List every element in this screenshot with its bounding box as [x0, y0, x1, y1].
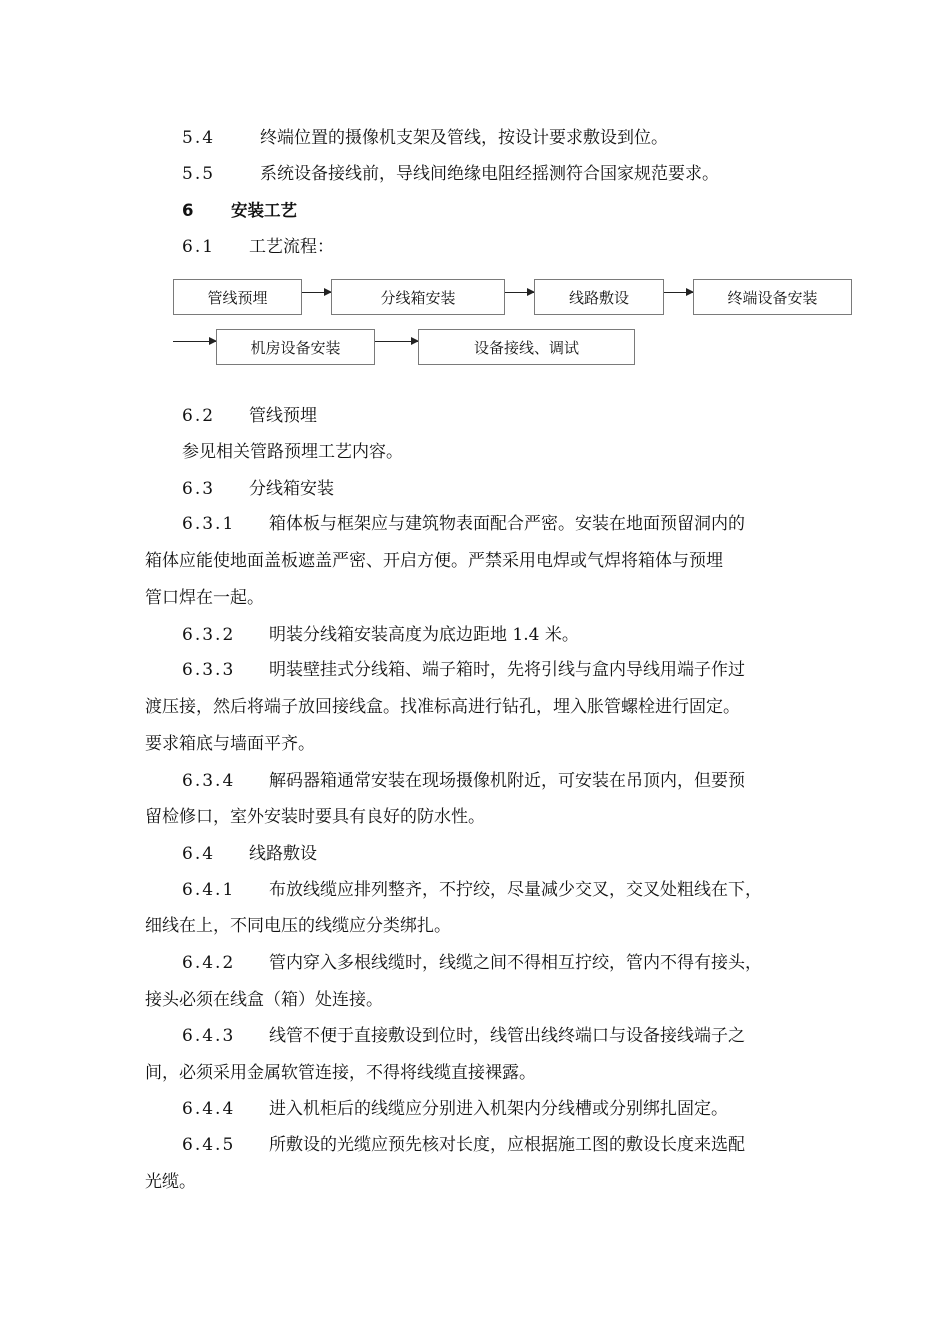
paragraph-line: 解码器箱通常安装在现场摄像机附近，可安装在吊顶内，但要预	[269, 771, 745, 791]
item-text: 终端位置的摄像机支架及管线，按设计要求敷设到位。	[260, 128, 668, 148]
paragraph-line: 进入机柜后的线缆应分别进入机架内分线槽或分别绑扎固定。	[269, 1099, 728, 1119]
item-text: 系统设备接线前，导线间绝缘电阻经摇测符合国家规范要求。	[260, 164, 719, 184]
clause-number: 6.4.1	[182, 880, 236, 900]
section-number: 6	[182, 201, 194, 220]
subsection-title: 管线预埋	[249, 406, 317, 426]
paragraph-line: 布放线缆应排列整齐，不拧绞，尽量减少交叉，交叉处粗线在下，	[269, 880, 762, 900]
flow-arrow	[302, 292, 331, 293]
paragraph-line: 留检修口，室外安装时要具有良好的防水性。	[145, 807, 485, 827]
paragraph-line: 间，必须采用金属软管连接，不得将线缆直接裸露。	[145, 1063, 536, 1083]
clause-number: 6.3.1	[182, 514, 236, 534]
paragraph-line: 接头必须在线盒（箱）处连接。	[145, 990, 383, 1010]
paragraph-line: 箱体板与框架应与建筑物表面配合严密。安装在地面预留洞内的	[269, 514, 745, 534]
paragraph-line: 光缆。	[145, 1172, 196, 1192]
item-5-4	[182, 127, 215, 149]
paragraph-line: 管内穿入多根线缆时，线缆之间不得相互拧绞，管内不得有接头，	[269, 953, 762, 973]
flow-step: 管线预埋	[173, 279, 302, 315]
paragraph: 参见相关管路预埋工艺内容。	[182, 442, 403, 462]
paragraph-line: 要求箱底与墙面平齐。	[145, 734, 315, 754]
clause-number: 6.3.2	[182, 625, 236, 645]
clause-number: 6.4.4	[182, 1099, 236, 1119]
paragraph-line: 明装壁挂式分线箱、端子箱时，先将引线与盒内导线用端子作过	[269, 660, 745, 680]
item-5-5	[182, 163, 215, 185]
flow-step: 分线箱安装	[331, 279, 505, 315]
flow-arrow	[505, 292, 534, 293]
clause-number: 6.4.2	[182, 953, 236, 973]
flow-step: 线路敷设	[534, 279, 664, 315]
paragraph-line: 线管不便于直接敷设到位时，线管出线终端口与设备接线端子之	[269, 1026, 745, 1046]
clause-number: 6.4.3	[182, 1026, 236, 1046]
item-number: 5.5	[182, 164, 216, 184]
paragraph-line: 细线在上，不同电压的线缆应分类绑扎。	[145, 916, 451, 936]
item-number: 5.4	[182, 128, 216, 148]
clause-number: 6.4.5	[182, 1135, 236, 1155]
subsection-title: 线路敷设	[249, 844, 317, 864]
paragraph-line: 所敷设的光缆应预先核对长度，应根据施工图的敷设长度来选配	[269, 1135, 745, 1155]
section-title: 安装工艺	[231, 201, 297, 220]
subsection-number: 6.1	[182, 237, 216, 257]
flow-arrow	[375, 341, 418, 342]
subsection-title: 工艺流程：	[249, 237, 334, 257]
paragraph-line: 明装分线箱安装高度为底边距地 1.4 米。	[269, 625, 579, 645]
clause-number: 6.3.4	[182, 771, 236, 791]
flow-step: 终端设备安装	[693, 279, 852, 315]
flow-arrow	[664, 292, 693, 293]
paragraph-line: 渡压接，然后将端子放回接线盒。找准标高进行钻孔，埋入胀管螺栓进行固定。	[145, 697, 740, 717]
subsection-title: 分线箱安装	[249, 479, 334, 499]
paragraph-line: 箱体应能使地面盖板遮盖严密、开启方便。严禁采用电焊或气焊将箱体与预埋	[145, 551, 723, 571]
flow-step: 机房设备安装	[216, 329, 375, 365]
flow-arrow	[173, 341, 216, 342]
subsection-number: 6.2	[182, 406, 216, 426]
subsection-number: 6.4	[182, 844, 216, 864]
paragraph-line: 管口焊在一起。	[145, 588, 264, 608]
flow-step: 设备接线、调试	[418, 329, 635, 365]
clause-number: 6.3.3	[182, 660, 236, 680]
subsection-number: 6.3	[182, 479, 216, 499]
